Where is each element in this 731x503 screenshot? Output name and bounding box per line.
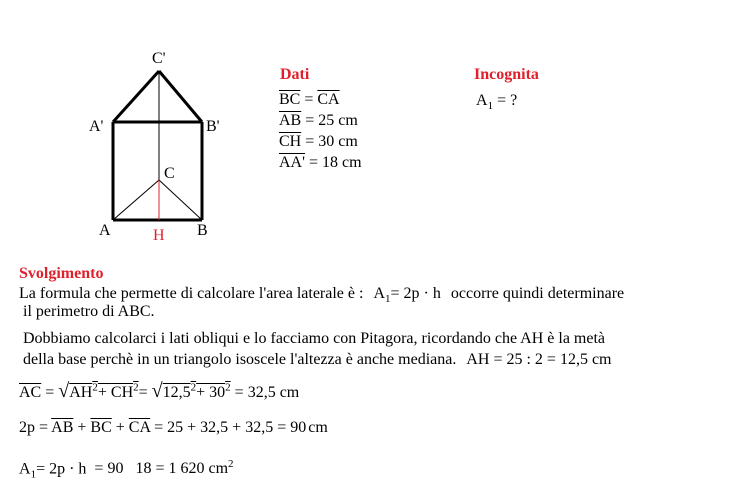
edge-c-b	[159, 180, 202, 220]
incognita-heading: Incognita	[474, 66, 539, 83]
dati-line-4: AA' = 18 cm	[279, 154, 362, 171]
paragraph-1-line-2: il perimetro di ABC.	[23, 303, 155, 320]
dati-heading: Dati	[280, 66, 310, 83]
label-h: H	[153, 227, 165, 244]
edge-aprime-cprime	[113, 71, 159, 122]
equation-ac: $\overline{AC} = √AH^2+ CH^2= √12,5^2+ 30^2 = 32,5$ cm	[19, 380, 300, 402]
label-a-prime: A'	[89, 118, 104, 135]
label-c: C	[164, 165, 175, 182]
paragraph-1-line-1: La formula che permette di calcolare l'area laterale è : $A_1= 2p \cdot h$ occorre quindi determinare	[19, 285, 625, 306]
paragraph-2-line-1: Dobbiamo calcolarci i lati obliqui e lo facciamo con Pitagora, ricordando che AH è la metà	[23, 330, 606, 347]
svolgimento-heading: Svolgimento	[19, 265, 104, 282]
dati-line-3: $\overline{CH} = 30$ cm	[279, 133, 358, 150]
label-c-prime: C'	[152, 50, 166, 67]
sqrt-icon: √	[151, 380, 163, 402]
paragraph-2-line-2: della base perchè in un triangolo isoscele l'altezza è anche mediana. AH = 25 : 2 = 12,5 cm	[23, 351, 612, 368]
label-b-prime: B'	[206, 118, 220, 135]
dati-list	[279, 89, 362, 173]
incognita-value: $A_1$ = ?	[476, 92, 518, 113]
equation-perimeter: $2p = \overline{AB} + \overline{BC} + \overline{CA} = 25 + 32,5 + 32,5 = 90$ cm	[19, 419, 328, 436]
dati-line-2: $\overline{AB} = 25$ cm	[279, 112, 358, 129]
label-a: A	[99, 222, 111, 239]
edge-a-c	[113, 180, 159, 220]
radicand-2: $12,5^2+ 30^2$	[162, 381, 231, 401]
formula-area-laterale: $A_1= 2p \cdot h$	[373, 285, 441, 306]
label-b: B	[197, 222, 208, 239]
equation-lateral-area: $A_1= 2p \cdot h = 90$ 18 = 1 620 $cm^2$	[19, 458, 234, 481]
edge-cprime-bprime	[159, 71, 202, 122]
sqrt-icon: √	[58, 380, 70, 402]
dati-line-1: $\overline{BC} = \overline{CA}$	[279, 91, 340, 108]
prism-diagram	[80, 48, 240, 248]
radicand-1: $AH^2+ CH^2$	[69, 381, 139, 401]
